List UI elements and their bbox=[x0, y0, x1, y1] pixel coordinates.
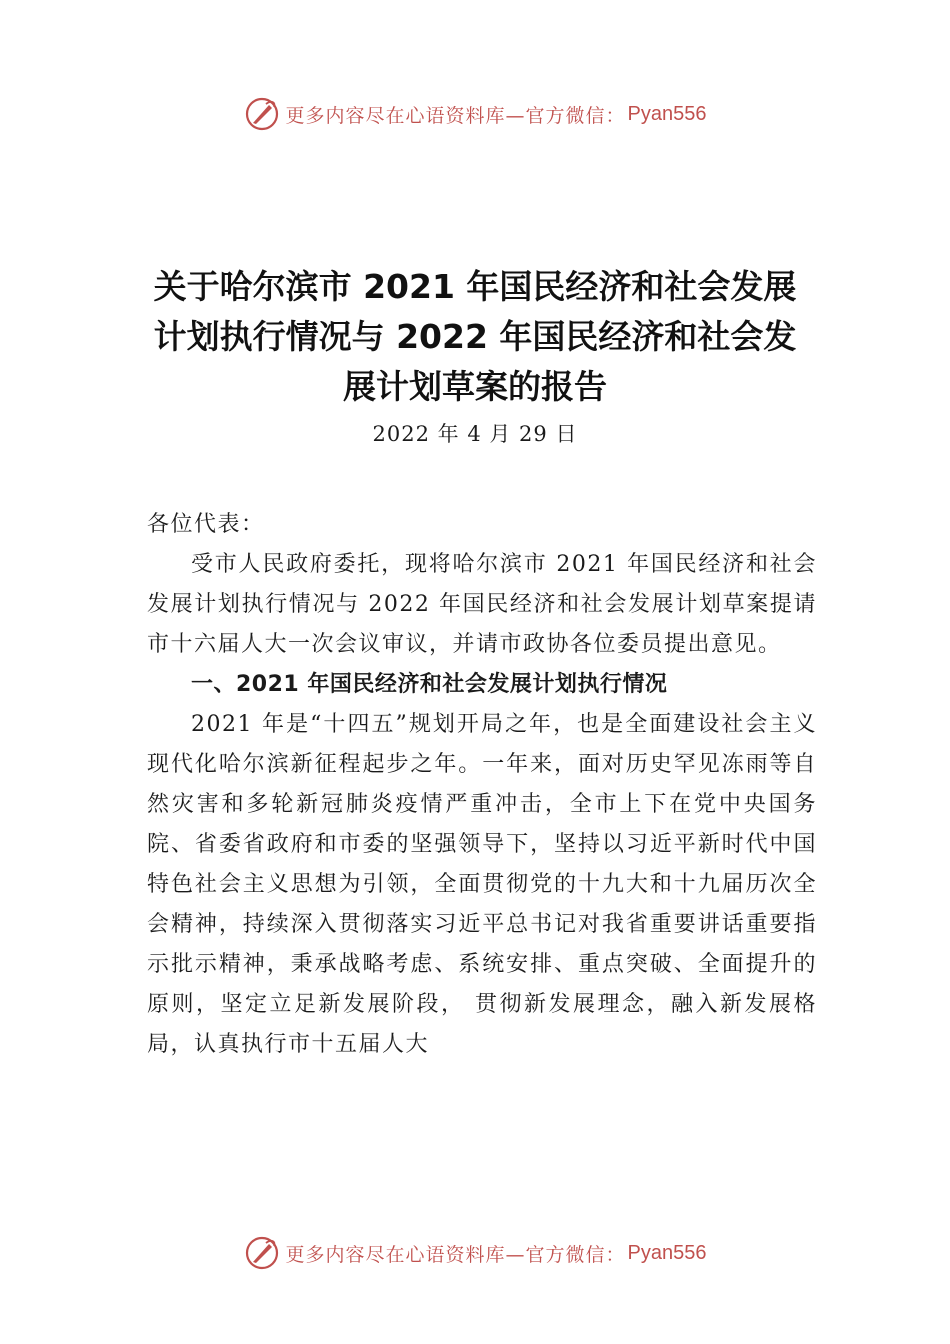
title-line: 关于哈尔滨市 2021 年国民经济和社会发展 bbox=[153, 267, 797, 306]
document-body bbox=[147, 505, 817, 1065]
salutation: 各位代表： bbox=[147, 512, 265, 537]
intro-paragraph: 受市人民政府委托，现将哈尔滨市 2021 年国民经济和社会发展计划执行情况与 2022 年国民经济和社会发展计划草案提请市十六届人大一次会议审议，并请市政协各位委员提出意见。 bbox=[147, 552, 817, 657]
watermark-text: 更多内容尽在心语资料库—官方微信： bbox=[285, 1243, 626, 1266]
title-line: 展计划草案的报告 bbox=[343, 367, 607, 406]
watermark-text: 更多内容尽在心语资料库—官方微信： bbox=[285, 104, 626, 127]
section-paragraph: 2021 年是“十四五”规划开局之年，也是全面建设社会主义现代化哈尔滨新征程起步之年。一年来，面对历史罕见冻雨等自然灾害和多轮新冠肺炎疫情严重冲击，全市上下在党中央国务院、省委省政府和市委的坚强领导下，坚持以习近平新时代中国特色社会主义思想为引领，全面贯彻党的十九大和十九届历次全会精神，持续深入贯彻落实习近平总书记对我省重要讲话重要指示批示精神，秉承战略考虑、系统安排、重点突破、全面提升的原则，坚定立足新发展阶段， 贯彻新发展理念，融入新发展格局，认真执行市十五届人大 bbox=[147, 712, 817, 1057]
watermark-banner-bottom bbox=[0, 1233, 950, 1273]
document-title bbox=[120, 262, 830, 412]
watermark-wechat-id: Pyan556 bbox=[627, 102, 707, 125]
section-heading: 一、2021 年国民经济和社会发展计划执行情况 bbox=[191, 672, 668, 697]
quill-logo-icon bbox=[244, 96, 280, 132]
title-line: 计划执行情况与 2022 年国民经济和社会发 bbox=[153, 317, 797, 356]
watermark-banner-top bbox=[0, 94, 950, 134]
document-date: 2022 年 4 月 29 日 bbox=[372, 422, 578, 446]
quill-logo-icon bbox=[244, 1235, 280, 1271]
watermark-wechat-id: Pyan556 bbox=[627, 1241, 707, 1264]
